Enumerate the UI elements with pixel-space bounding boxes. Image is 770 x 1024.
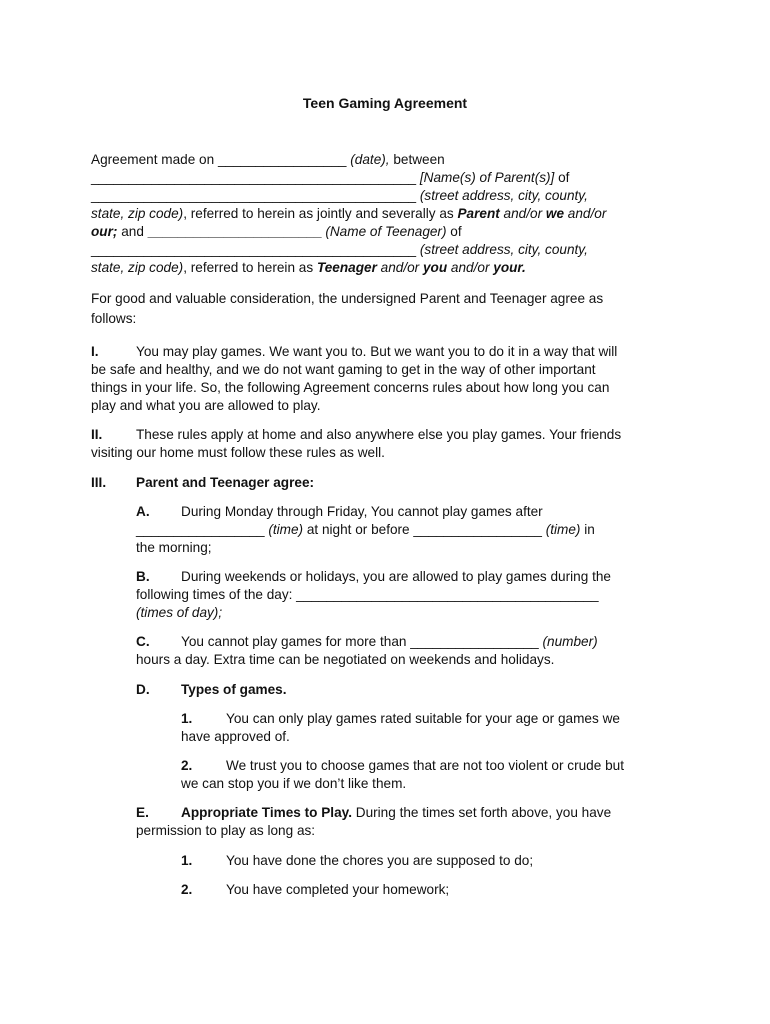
- item-d-heading: [136, 681, 287, 699]
- parties-text: , referred to herein as: [183, 260, 317, 275]
- section-1-line-4: play and what you are allowed to play.: [91, 398, 321, 413]
- section-number: III.: [91, 475, 107, 490]
- parties-text: and/or: [564, 206, 607, 221]
- sub-item-text: You can only play games rated suitable for your age or games we: [226, 711, 620, 726]
- blank-line: _______________________: [147, 224, 322, 239]
- time-label: (time): [545, 522, 581, 537]
- sub-item-text: We trust you to choose games that are not too violent or crude but: [226, 758, 624, 773]
- item-e-line-2: permission to play as long as:: [136, 823, 316, 838]
- item-text: During Monday through Friday, You cannot play games after: [181, 504, 543, 519]
- defined-term-parent: Parent: [457, 206, 500, 221]
- sub-item-text: You have completed your homework;: [226, 882, 450, 897]
- sub-item-text: You have done the chores you are supposed to do;: [226, 853, 534, 868]
- parties-line-2: [91, 169, 569, 187]
- defined-term-teenager: Teenager: [316, 260, 377, 275]
- item-e-sub-1: [181, 852, 533, 870]
- defined-term-our: our;: [91, 224, 118, 239]
- section-1-line-3: things in your life. So, the following Agreement concerns rules about how long you can: [91, 380, 610, 395]
- date-label: (date),: [350, 152, 390, 167]
- parties-text: between: [389, 152, 445, 167]
- item-letter: B.: [136, 569, 150, 584]
- item-text: During weekends or holidays, you are allowed to play games during the: [181, 569, 611, 584]
- consideration-line-2: follows:: [91, 311, 137, 326]
- parties-text: and/or: [376, 260, 423, 275]
- parties-line-3: [91, 187, 588, 205]
- parties-text: of: [446, 224, 462, 239]
- item-b-line-1: [136, 568, 611, 586]
- consideration-line-1: For good and valuable consideration, the undersigned Parent and Teenager agree as: [91, 291, 604, 306]
- parties-text: and/or: [447, 260, 494, 275]
- sub-item-number: 1.: [181, 711, 193, 726]
- address-label: (street address, city, county,: [419, 188, 588, 203]
- section-2-line-2: visiting our home must follow these rules as well.: [91, 445, 385, 460]
- section-heading: Parent and Teenager agree:: [136, 475, 315, 490]
- item-d-sub-2-line-2: we can stop you if we don’t like them.: [181, 776, 407, 791]
- parent-names-label: [Name(s) of Parent(s)]: [419, 170, 555, 185]
- blank-line: ___________________________________________: [91, 242, 420, 257]
- item-letter: D.: [136, 682, 150, 697]
- section-1-line-1: [91, 343, 617, 361]
- item-a-line-1: [136, 503, 543, 521]
- document-title: Teen Gaming Agreement: [302, 95, 468, 111]
- sub-item-number: 2.: [181, 758, 193, 773]
- item-text: at night or before _________________: [303, 522, 546, 537]
- times-of-day-label: (times of day);: [136, 605, 223, 620]
- item-b-line-2: following times of the day: ________________________________________: [136, 587, 599, 602]
- time-label: (time): [268, 522, 304, 537]
- section-text: You may play games. We want you to. But we want you to do it in a way that will: [136, 344, 618, 359]
- item-d-sub-1-line-2: have approved of.: [181, 729, 290, 744]
- parties-line-1: [91, 151, 445, 169]
- section-number: II.: [91, 427, 103, 442]
- section-2-line-1: [91, 426, 621, 444]
- item-c-line-2: hours a day. Extra time can be negotiated on weekends and holidays.: [136, 652, 555, 667]
- item-letter: C.: [136, 634, 150, 649]
- parties-line-4: [91, 205, 606, 223]
- section-number: I.: [91, 344, 99, 359]
- item-letter: E.: [136, 805, 149, 820]
- address-label: state, zip code): [91, 206, 184, 221]
- parties-text: and: [117, 224, 148, 239]
- item-text: During the times set forth above, you have: [351, 805, 612, 820]
- item-e-sub-2: [181, 881, 449, 899]
- parties-line-7: [91, 259, 526, 277]
- defined-term-your: your.: [493, 260, 526, 275]
- item-a-line-3: the morning;: [136, 540, 212, 555]
- item-d-sub-1-line-1: [181, 710, 620, 728]
- section-text: These rules apply at home and also anywhere else you play games. Your friends: [136, 427, 622, 442]
- parties-text: , referred to herein as jointly and severally as: [183, 206, 458, 221]
- blank-line: ___________________________________________: [91, 188, 420, 203]
- defined-term-we: we: [545, 206, 565, 221]
- parties-text: and/or: [499, 206, 546, 221]
- blank-line: _________________: [136, 522, 269, 537]
- number-label: (number): [542, 634, 598, 649]
- item-text: You cannot play games for more than _________________: [181, 634, 543, 649]
- item-d-sub-2-line-1: [181, 757, 624, 775]
- address-label: state, zip code): [91, 260, 184, 275]
- sub-item-number: 1.: [181, 853, 193, 868]
- item-heading: Types of games.: [181, 682, 287, 697]
- item-e-line-1: [136, 804, 611, 822]
- section-1-line-2: be safe and healthy, and we do not want gaming to get in the way of other important: [91, 362, 596, 377]
- defined-term-you: you: [422, 260, 448, 275]
- parties-line-5: [91, 223, 462, 241]
- teenager-name-label: (Name of Teenager): [321, 224, 447, 239]
- parties-text: of: [554, 170, 570, 185]
- item-a-line-2: [136, 521, 595, 539]
- item-heading: Appropriate Times to Play.: [181, 805, 352, 820]
- parties-text: Agreement made on _________________: [91, 152, 351, 167]
- section-3-heading: [91, 474, 314, 492]
- address-label: (street address, city, county,: [419, 242, 588, 257]
- sub-item-number: 2.: [181, 882, 193, 897]
- item-text: in: [580, 522, 595, 537]
- item-letter: A.: [136, 504, 150, 519]
- item-c-line-1: [136, 633, 598, 651]
- parties-line-6: [91, 241, 588, 259]
- blank-line: ___________________________________________: [91, 170, 420, 185]
